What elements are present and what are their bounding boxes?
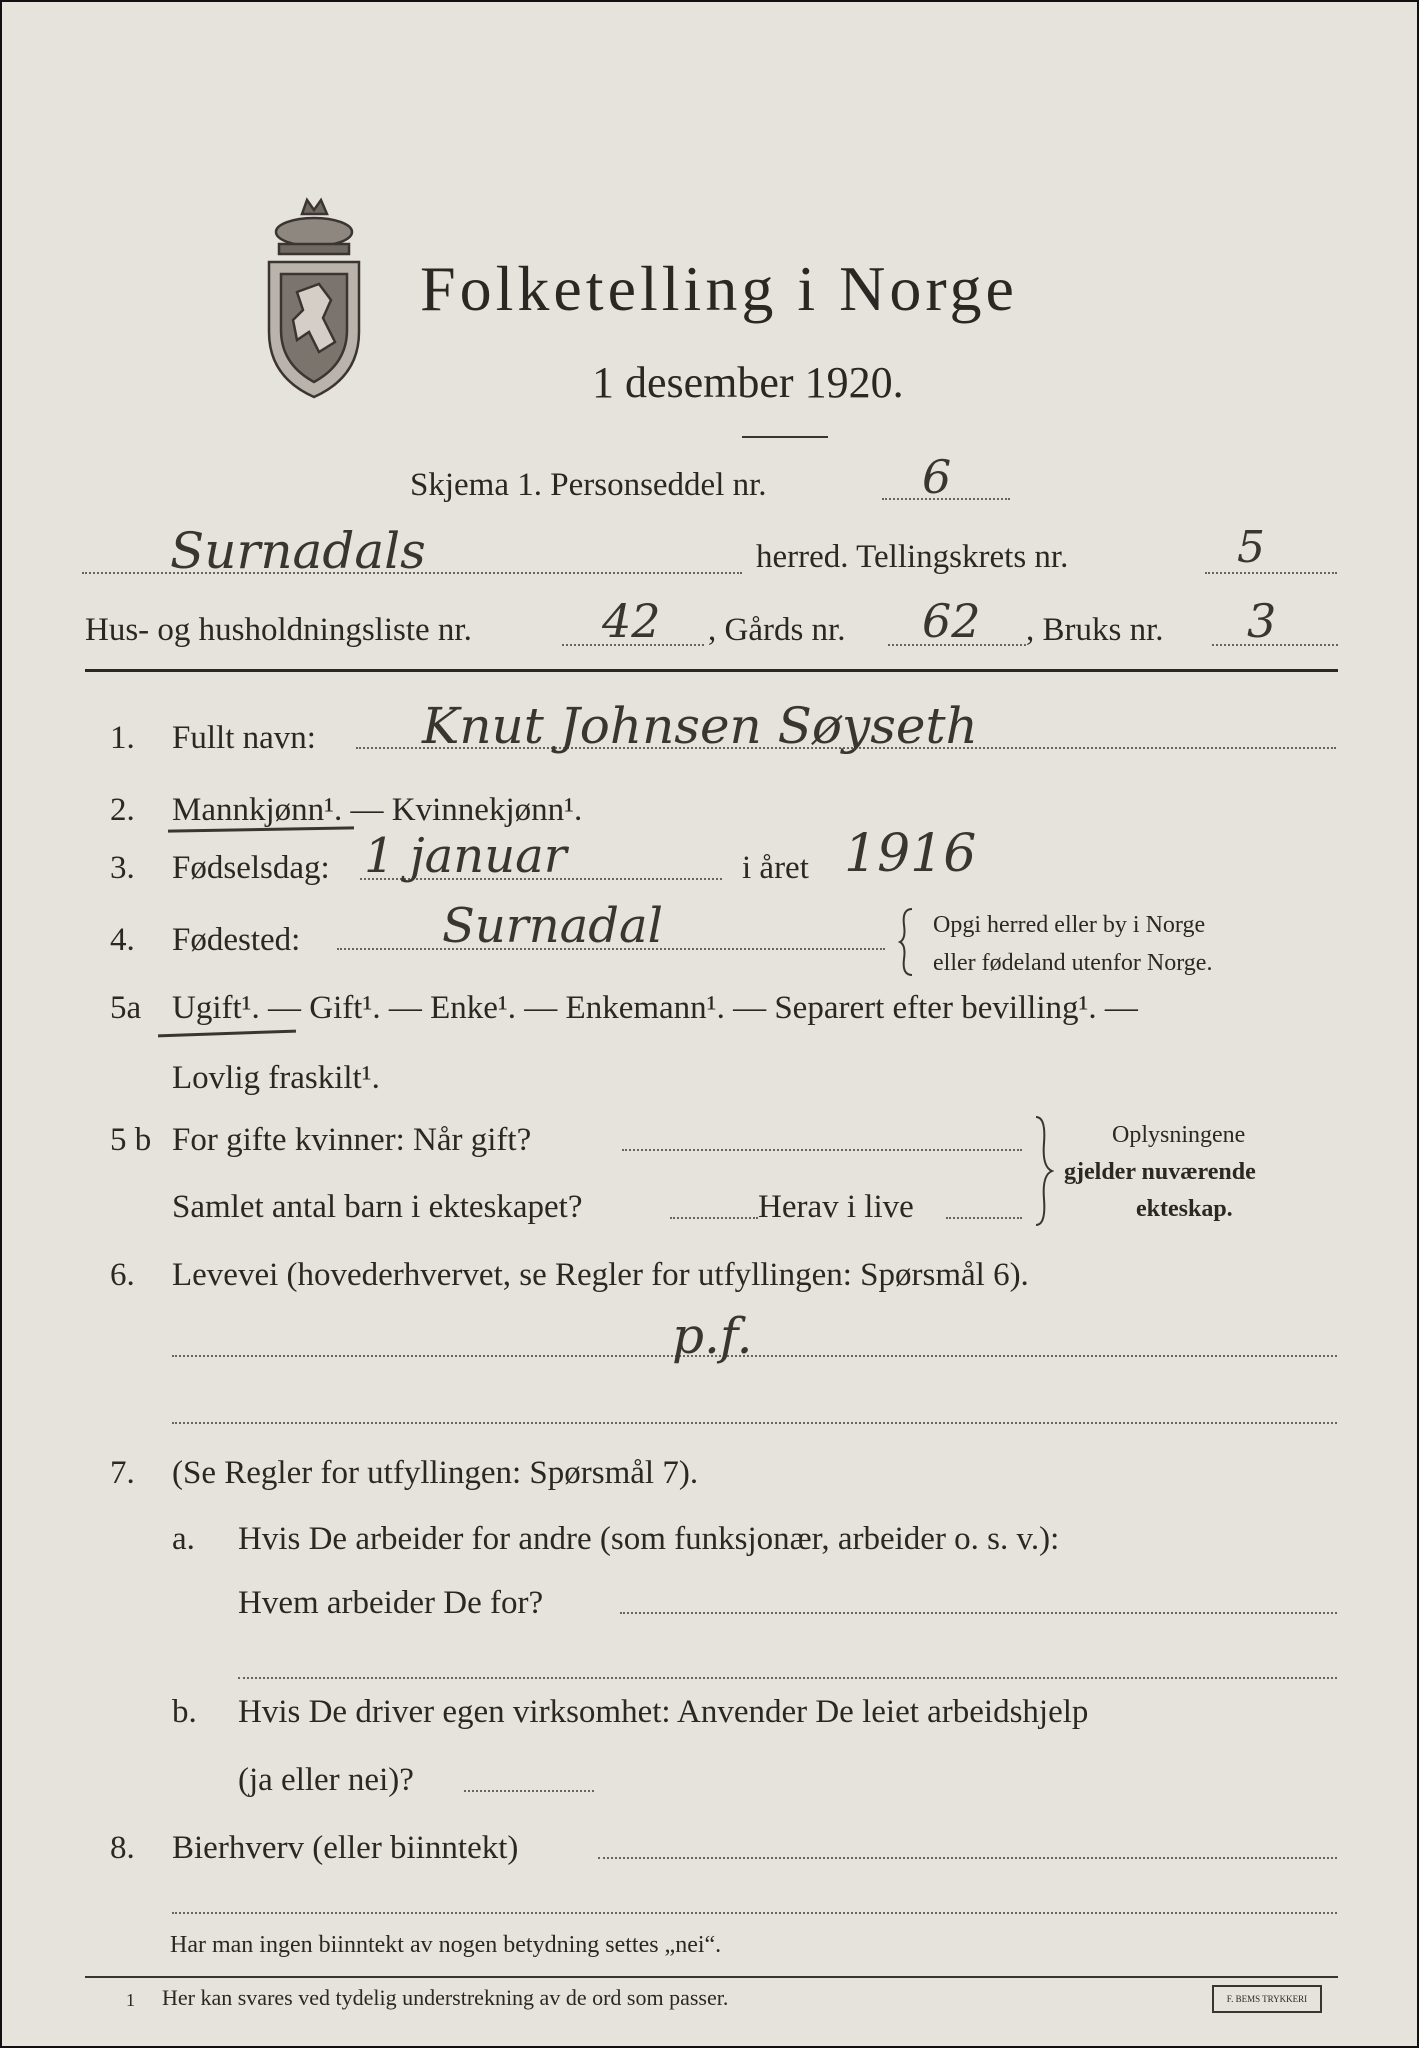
- q5b-note-line1: Oplysningene: [1112, 1122, 1246, 1148]
- schema-label: Skjema 1. Personseddel nr.: [410, 467, 767, 503]
- q3-label: Fødselsdag:: [172, 850, 330, 886]
- q8-line: [598, 1857, 1337, 1859]
- q2-number: 2.: [110, 792, 135, 828]
- q4-number: 4.: [110, 922, 135, 958]
- q5a-line1: Ugift¹. — Gift¹. — Enke¹. — Enkemann¹. — Separert efter bevilling¹. —: [172, 990, 1138, 1026]
- footnote-number: 1: [126, 1990, 135, 2010]
- personseddel-value: 6: [922, 450, 952, 504]
- q7b-line2: (ja eller nei)?: [238, 1762, 414, 1798]
- q6-line1: [172, 1355, 1337, 1357]
- q5b-note-line3: ekteskap.: [1136, 1196, 1233, 1222]
- q5a-line2: Lovlig fraskilt¹.: [172, 1060, 380, 1096]
- q7a-number: a.: [172, 1521, 195, 1557]
- q5b-line2-children: Samlet antal barn i ekteskapet?: [172, 1189, 583, 1225]
- q4-label: Fødested:: [172, 922, 301, 958]
- footer-rule: [85, 1976, 1338, 1978]
- krets-line: [1205, 572, 1337, 574]
- q3-year-value: 1916: [844, 824, 977, 884]
- footer-note: Har man ingen biinntekt av nogen betydning settes „nei“.: [170, 1932, 722, 1958]
- printer-stamp: F. BEMS TRYKKERI: [1212, 1985, 1322, 2013]
- q7b-line1: Hvis De driver egen virksomhet: Anvender De leiet arbeidshjelp: [238, 1694, 1089, 1730]
- norway-coat-of-arms-icon: [257, 192, 372, 402]
- ugift-underline: [158, 1030, 296, 1038]
- bruks-label: , Bruks nr.: [1026, 612, 1164, 648]
- form-title: Folketelling i Norge: [420, 253, 1018, 324]
- q6-line2: [172, 1422, 1337, 1424]
- herred-value: Surnadals: [170, 522, 426, 580]
- gards-label: , Gårds nr.: [708, 612, 846, 648]
- q4-brace-icon: [898, 907, 916, 977]
- q7a-line2: Hvem arbeider De for?: [238, 1585, 544, 1621]
- q5b-brace-icon: [1032, 1115, 1054, 1227]
- q1-value: Knut Johnsen Søyseth: [422, 697, 978, 755]
- q7a-line: [620, 1612, 1337, 1614]
- q3-year-label: i året: [742, 850, 809, 886]
- q6-label: Levevei (hovederhvervet, se Regler for utfyllingen: Spørsmål 6).: [172, 1257, 1029, 1293]
- q4-value: Surnadal: [442, 898, 663, 954]
- q5b-note-line2: gjelder nuværende: [1064, 1159, 1256, 1185]
- header-rule: [85, 669, 1338, 672]
- q6-number: 6.: [110, 1257, 135, 1293]
- q5b-line2-alive: Herav i live: [758, 1189, 914, 1225]
- hus-label: Hus- og husholdningsliste nr.: [85, 612, 472, 648]
- q7a-line2-dots: [238, 1677, 1337, 1679]
- q5b-married-line: [622, 1149, 1022, 1151]
- q8-label: Bierhverv (eller biinntekt): [172, 1830, 519, 1866]
- q7b-number: b.: [172, 1694, 197, 1730]
- q5b-children-line: [670, 1217, 758, 1219]
- q7-label: (Se Regler for utfyllingen: Spørsmål 7).: [172, 1455, 699, 1491]
- q5a-number: 5a: [110, 990, 142, 1026]
- q8-number: 8.: [110, 1830, 135, 1866]
- census-date: 1 desember 1920.: [592, 358, 904, 407]
- q8-line2: [172, 1912, 1337, 1914]
- q4-note-line2: eller fødeland utenfor Norge.: [933, 950, 1213, 976]
- footnote-text: Her kan svares ved tydelig understrekning av de ord som passer.: [162, 1985, 729, 2010]
- q7a-line1: Hvis De arbeider for andre (som funksjonær, arbeider o. s. v.):: [238, 1521, 1060, 1557]
- title-divider: [742, 436, 828, 438]
- q5b-number: 5 b: [110, 1122, 152, 1158]
- q7-number: 7.: [110, 1455, 135, 1491]
- bruks-value: 3: [1247, 594, 1277, 648]
- q6-value: p.f.: [672, 1307, 753, 1365]
- q1-number: 1.: [110, 720, 135, 756]
- q2-label: Mannkjønn¹. — Kvinnekjønn¹.: [172, 792, 583, 828]
- q3-number: 3.: [110, 850, 135, 886]
- krets-value: 5: [1237, 522, 1265, 573]
- q5b-alive-line: [946, 1217, 1022, 1219]
- q5b-line1: For gifte kvinner: Når gift?: [172, 1122, 532, 1158]
- q7b-line: [464, 1790, 594, 1792]
- q3-day-value: 1 januar: [364, 828, 567, 884]
- herred-label: herred. Tellingskrets nr.: [756, 539, 1069, 575]
- gards-value: 62: [922, 594, 981, 648]
- hus-value: 42: [602, 594, 661, 648]
- q1-label: Fullt navn:: [172, 720, 316, 756]
- q4-note-line1: Opgi herred eller by i Norge: [933, 912, 1206, 938]
